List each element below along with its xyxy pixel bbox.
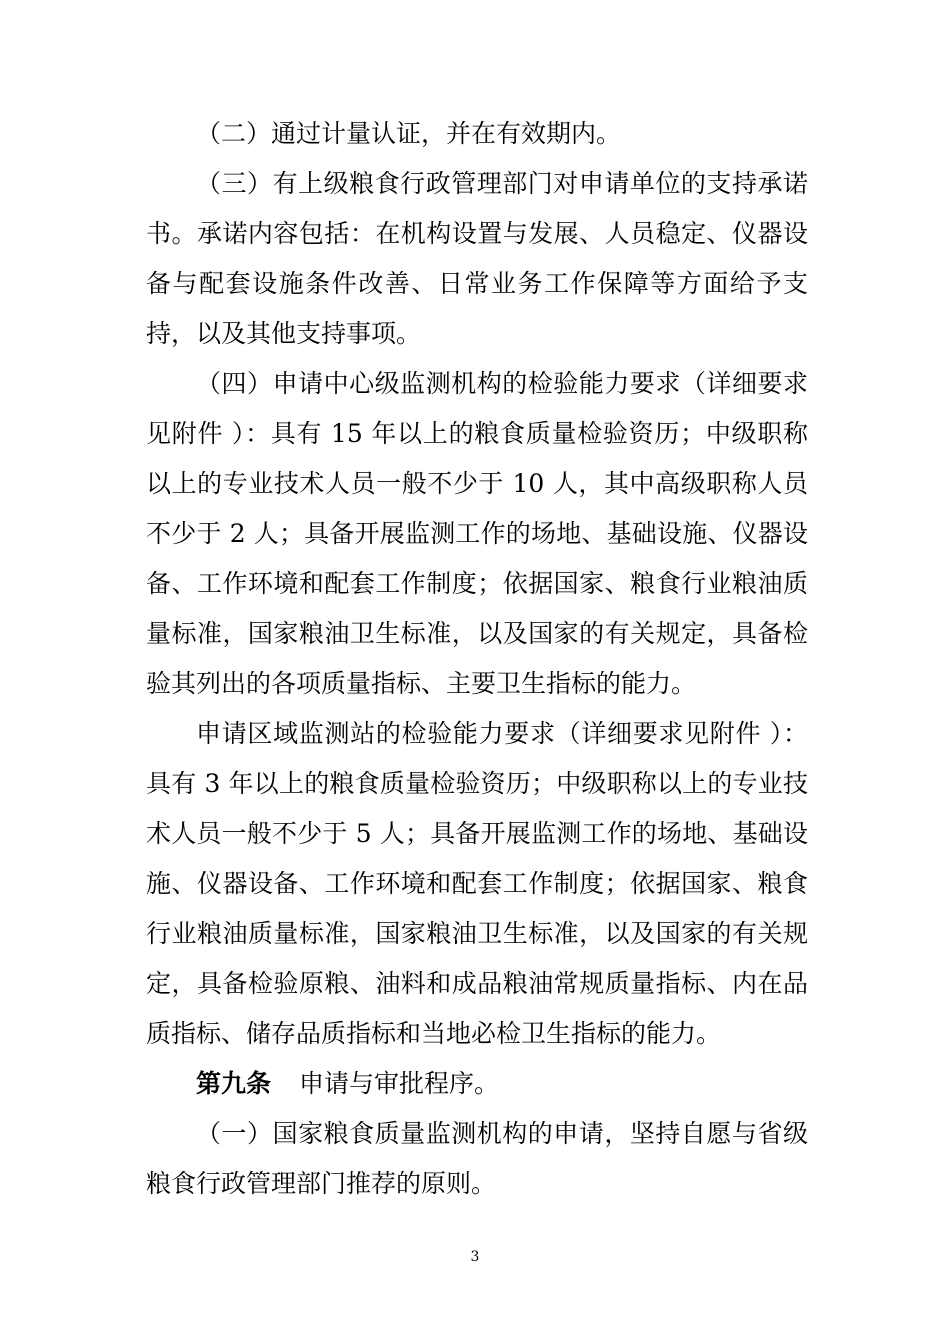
paragraph-5-line-3: 术人员一般不少于 5 人；具备开展监测工作的场地、基础设	[146, 819, 808, 848]
paragraph-5-line-6: 定，具备检验原粮、油料和成品粮油常规质量指标、内在品	[146, 969, 808, 998]
paragraph-4-line-7: 验其列出的各项质量指标、主要卫生指标的能力。	[146, 669, 697, 698]
page-number: 3	[470, 1249, 480, 1265]
paragraph-5-line-7: 质指标、储存品质指标和当地必检卫生指标的能力。	[146, 1019, 722, 1048]
paragraph-4-line-5: 备、工作环境和配套工作制度；依据国家、粮食行业粮油质	[146, 569, 808, 598]
paragraph-5-line-4: 施、仪器设备、工作环境和配套工作制度；依据国家、粮食	[146, 869, 808, 898]
paragraph-3-line-4: 持，以及其他支持事项。	[146, 319, 422, 348]
article-9-heading-line	[196, 1068, 808, 1100]
paragraph-3-line-1: （三）有上级粮食行政管理部门对申请单位的支持承诺	[196, 169, 808, 198]
paragraph-4-line-6: 量标准，国家粮油卫生标准，以及国家的有关规定，具备检	[146, 619, 808, 648]
paragraph-5-line-2: 具有 3 年以上的粮食质量检验资历；中级职称以上的专业技	[146, 769, 808, 798]
paragraph-4-line-3: 以上的专业技术人员一般不少于 10 人，其中高级职称人员	[146, 469, 808, 498]
article-title: 申请与审批程序。	[299, 1069, 500, 1098]
article-number: 第九条	[196, 1069, 272, 1098]
paragraph-4-line-4: 不少于 2 人；具备开展监测工作的场地、基础设施、仪器设	[146, 519, 808, 548]
paragraph-7-line-2: 粮食行政管理部门推荐的原则。	[146, 1169, 497, 1198]
paragraph-4-line-1: （四）申请中心级监测机构的检验能力要求（详细要求	[196, 369, 808, 398]
paragraph-3-line-3: 备与配套设施条件改善、日常业务工作保障等方面给予支	[146, 269, 808, 298]
paragraph-7-line-1: （一）国家粮食质量监测机构的申请，坚持自愿与省级	[196, 1119, 808, 1148]
paragraph-3-line-2: 书。承诺内容包括：在机构设置与发展、人员稳定、仪器设	[146, 219, 808, 248]
paragraph-2-line-1: （二）通过计量认证，并在有效期内。	[196, 119, 622, 148]
paragraph-5-line-1: 申请区域监测站的检验能力要求（详细要求见附件 ）：	[196, 719, 808, 748]
paragraph-4-line-2: 见附件 ）：具有 15 年以上的粮食质量检验资历；中级职称	[146, 419, 808, 448]
paragraph-5-line-5: 行业粮油质量标准，国家粮油卫生标准，以及国家的有关规	[146, 919, 808, 948]
